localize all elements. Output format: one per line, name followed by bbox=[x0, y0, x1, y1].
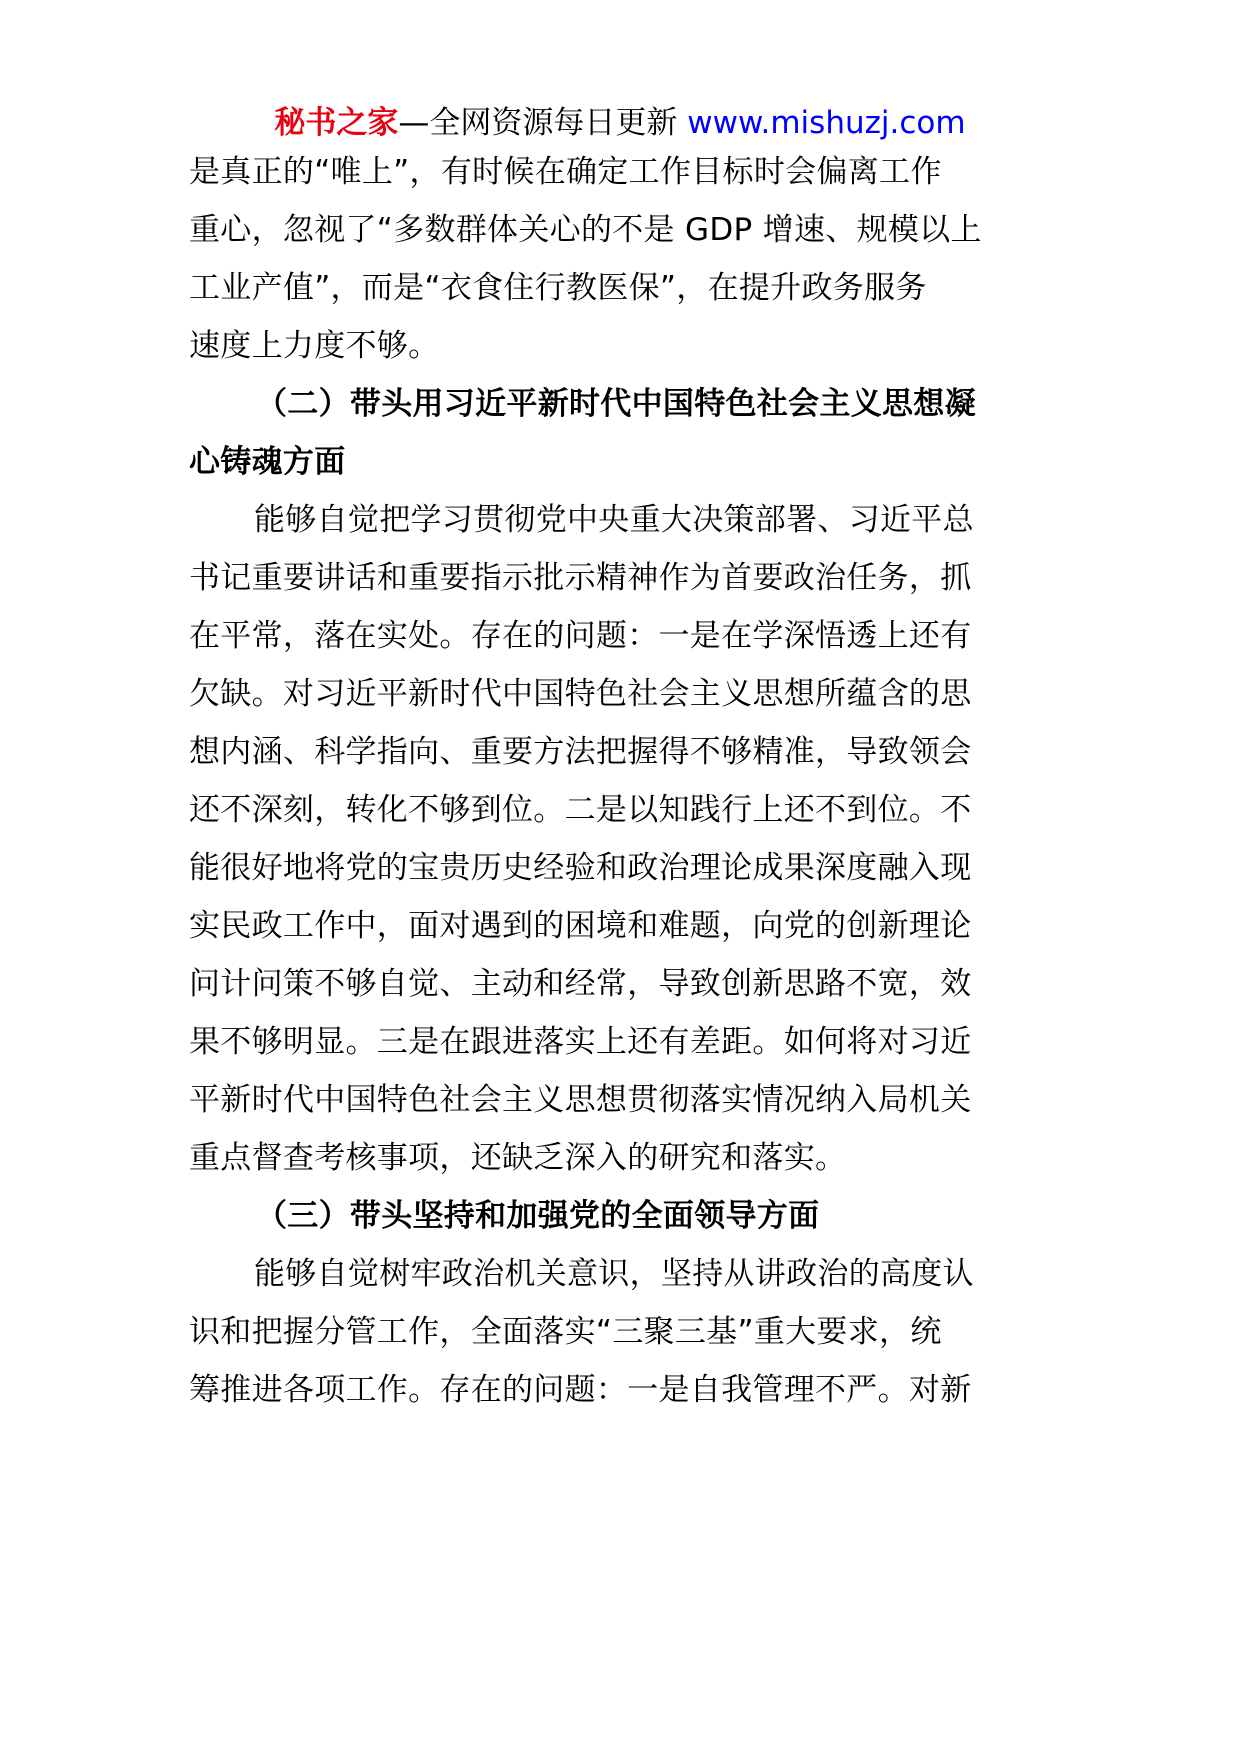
body-line-4: 速度上力度不够。 bbox=[189, 328, 440, 364]
paragraph-2-line-7: 能很好地将党的宝贵历史经验和政治理论成果深度融入现 bbox=[189, 850, 972, 886]
paragraph-2-line-5: 想内涵、科学指向、重要方法把握得不够精准，导致领会 bbox=[189, 734, 972, 770]
paragraph-3-line-2: 识和把握分管工作，全面落实“三聚三基”重大要求，统 bbox=[189, 1314, 942, 1350]
paragraph-2-line-12: 重点督查考核事项，还缺乏深入的研究和落实。 bbox=[189, 1140, 847, 1176]
section-heading-3: （三）带头坚持和加强党的全面领导方面 bbox=[256, 1198, 820, 1234]
body-line-3: 工业产值”，而是“衣食住行教医保”，在提升政务服务 bbox=[189, 270, 927, 306]
paragraph-2-line-9: 问计问策不够自觉、主动和经常，导致创新思路不宽，效 bbox=[189, 966, 972, 1002]
section-heading-2: （二）带头用习近平新时代中国特色社会主义思想凝 bbox=[256, 386, 976, 422]
paragraph-2-line-8: 实民政工作中，面对遇到的困境和难题，向党的创新理论 bbox=[189, 908, 972, 944]
paragraph-2-line-6: 还不深刻，转化不够到位。二是以知践行上还不到位。不 bbox=[189, 792, 972, 828]
site-brand: 秘书之家 bbox=[274, 105, 399, 141]
paragraph-2-line-10: 果不够明显。三是在跟进落实上还有差距。如何将对习近 bbox=[189, 1024, 972, 1060]
site-header bbox=[0, 103, 1240, 143]
paragraph-2-line-1: 能够自觉把学习贯彻党中央重大决策部署、习近平总 bbox=[254, 502, 974, 538]
paragraph-2-line-11: 平新时代中国特色社会主义思想贯彻落实情况纳入局机关 bbox=[189, 1082, 972, 1118]
body-line-1: 是真正的“唯上”，有时候在确定工作目标时会偏离工作 bbox=[189, 154, 942, 190]
paragraph-3-line-1: 能够自觉树牢政治机关意识，坚持从讲政治的高度认 bbox=[254, 1256, 974, 1292]
site-url-link[interactable]: www.mishuzj.com bbox=[687, 105, 966, 141]
site-tagline: —全网资源每日更新 bbox=[398, 105, 688, 141]
paragraph-2-line-4: 欠缺。对习近平新时代中国特色社会主义思想所蕴含的思 bbox=[189, 676, 972, 712]
paragraph-3-line-3: 筹推进各项工作。存在的问题：一是自我管理不严。对新 bbox=[189, 1372, 972, 1408]
body-line-2: 重心，忽视了“多数群体关心的不是 GDP 增速、规模以上 bbox=[189, 212, 982, 248]
paragraph-2-line-3: 在平常，落在实处。存在的问题：一是在学深悟透上还有 bbox=[189, 618, 972, 654]
paragraph-2-line-2: 书记重要讲话和重要指示批示精神作为首要政治任务，抓 bbox=[189, 560, 972, 596]
section-heading-2-cont: 心铸魂方面 bbox=[189, 444, 346, 480]
